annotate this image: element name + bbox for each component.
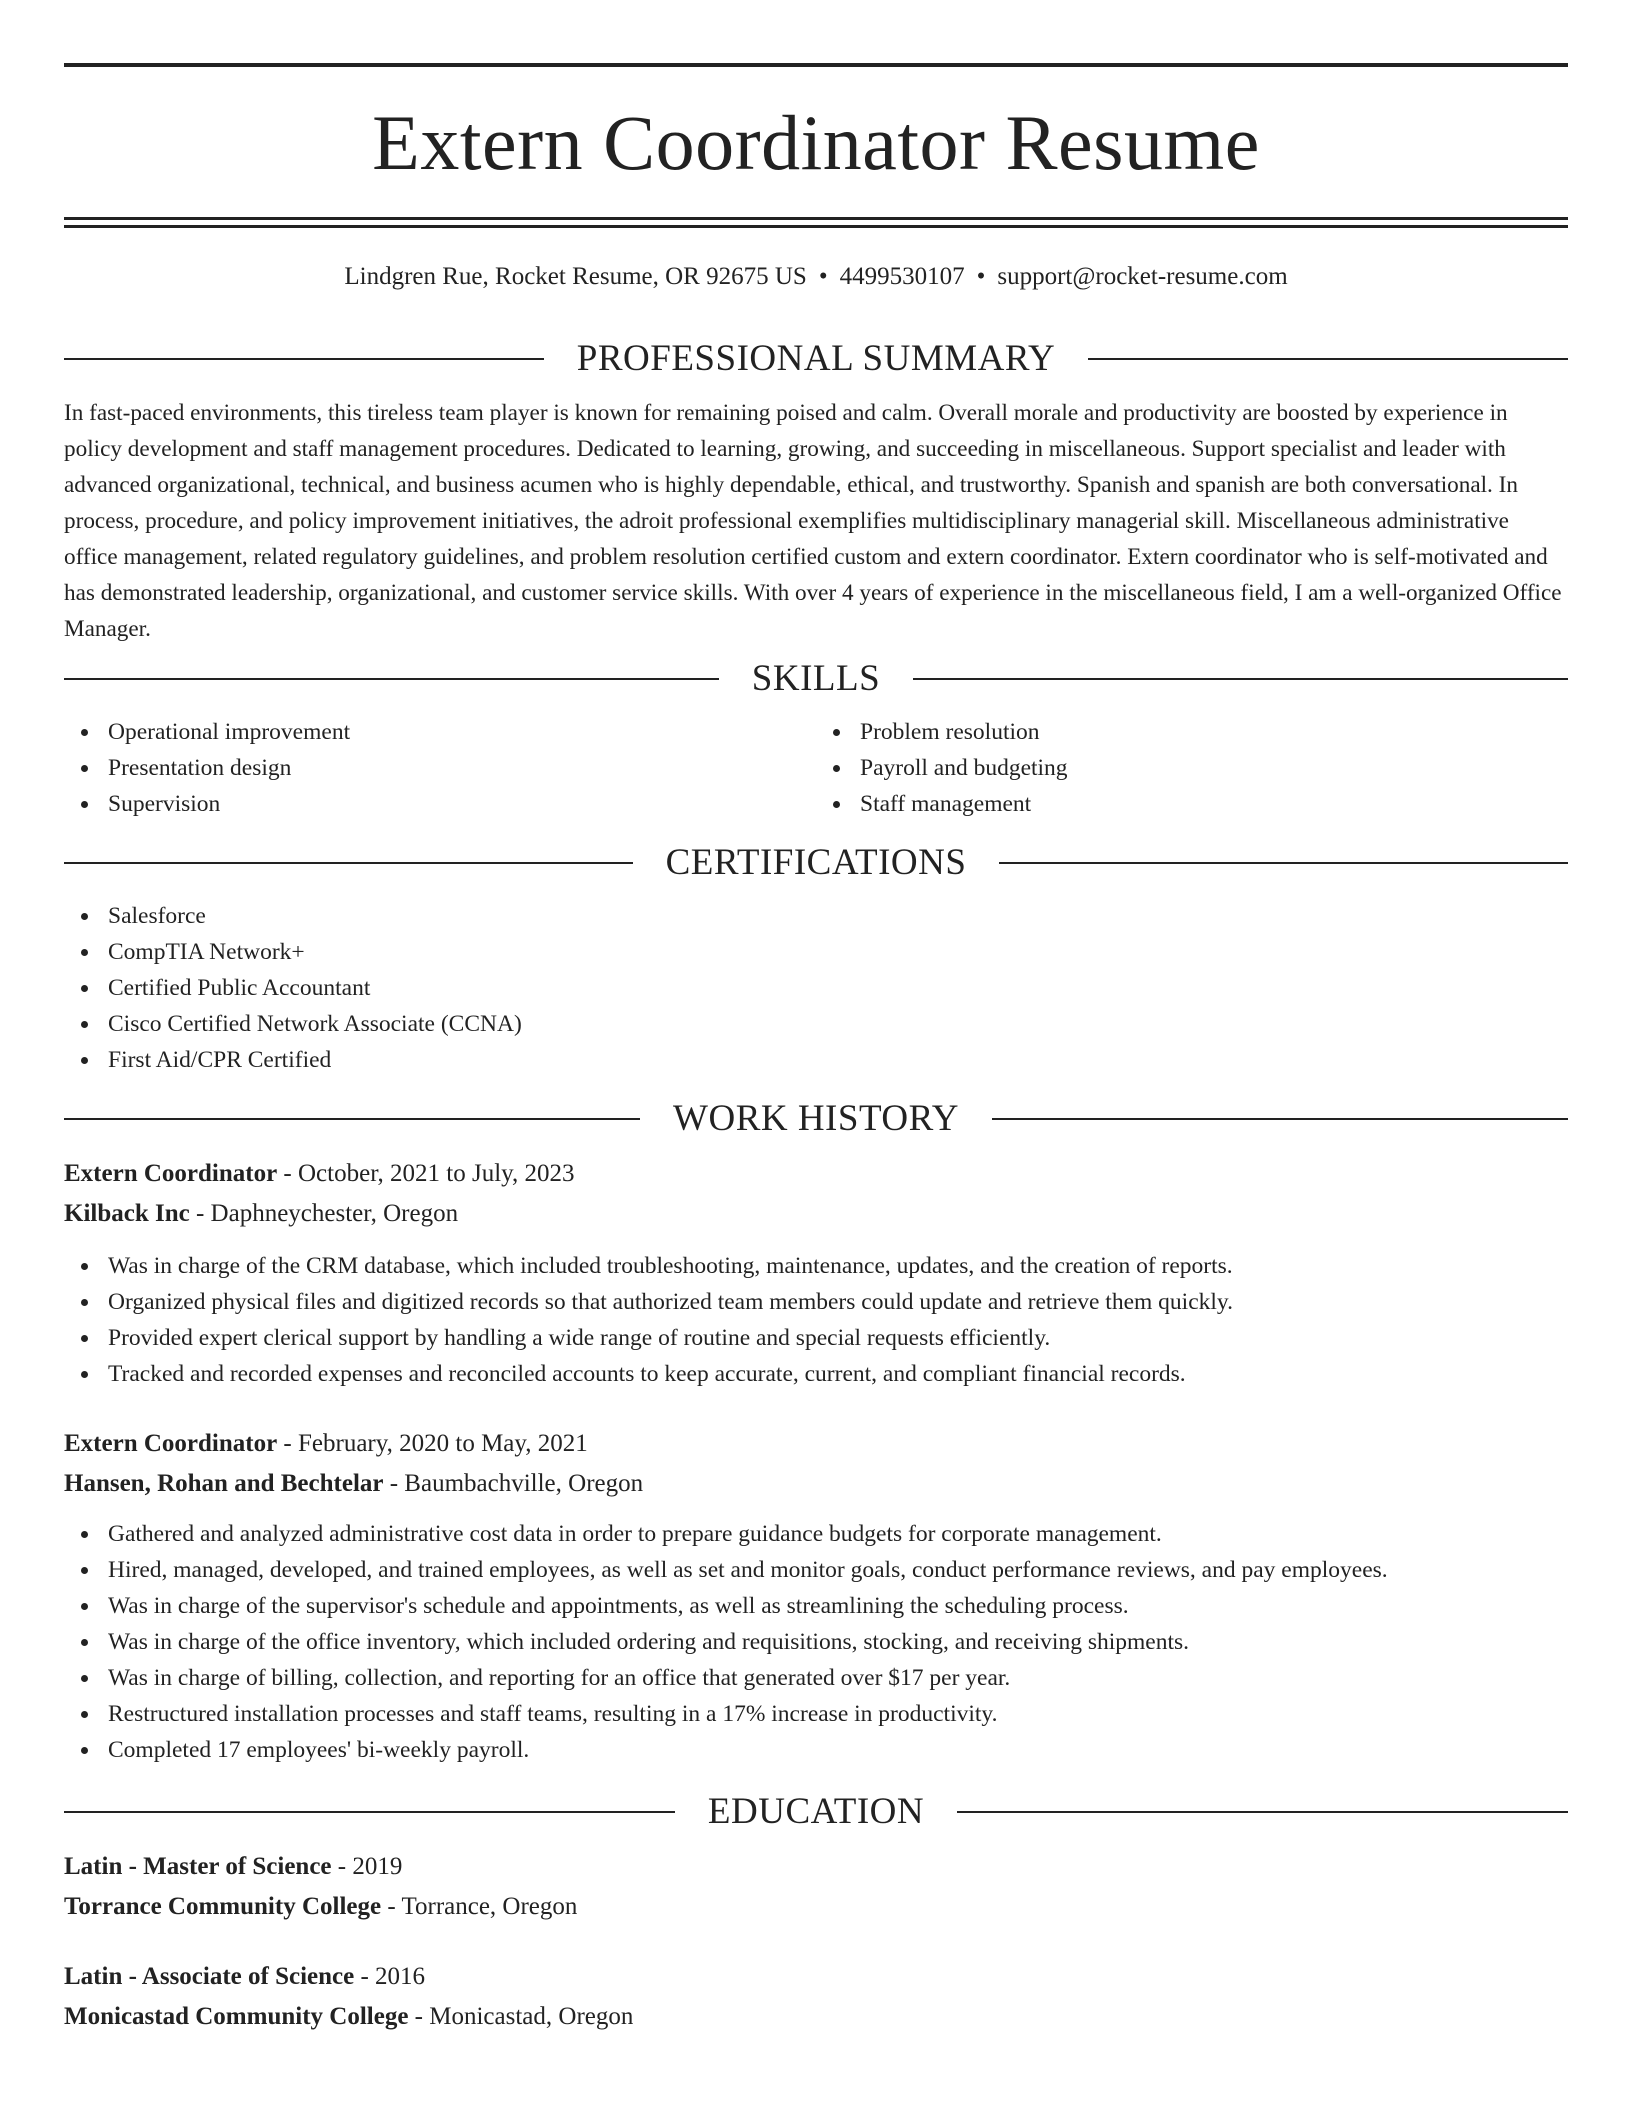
contact-separator: •: [976, 263, 986, 290]
education-year: - 2019: [331, 1853, 403, 1880]
education-entry: [64, 1957, 1568, 2037]
heading-rule: [64, 1118, 640, 1120]
education-location: - Monicastad, Oregon: [408, 2003, 634, 2030]
resume-title: Extern Coordinator Resume: [372, 99, 1260, 186]
job-duties: [64, 1516, 1568, 1768]
section-heading-skills: [64, 657, 1568, 701]
certification-item: First Aid/CPR Certified: [108, 1042, 1568, 1078]
section-heading-certifications: [64, 841, 1568, 885]
section-heading-summary: [64, 337, 1568, 381]
heading-rule: [1088, 358, 1568, 360]
education-entry: [64, 1847, 1568, 1927]
duty-item: Tracked and recorded expenses and reconciled accounts to keep accurate, current, and compliant financial records.: [108, 1356, 1568, 1392]
education-school: Monicastad Community College: [64, 2003, 409, 2030]
section-title: WORK HISTORY: [673, 1098, 959, 1139]
job-title: Extern Coordinator: [64, 1160, 278, 1187]
certification-item: Cisco Certified Network Associate (CCNA): [108, 1006, 1568, 1042]
heading-rule: [64, 358, 544, 360]
duty-item: Restructured installation processes and staff teams, resulting in a 17% increase in productivity.: [108, 1696, 1568, 1732]
resume-page: [64, 0, 1568, 2037]
education-school-line: [64, 1887, 1568, 1927]
job-title: Extern Coordinator: [64, 1430, 278, 1457]
section-title: EDUCATION: [707, 1791, 925, 1832]
certification-item: Certified Public Accountant: [108, 970, 1568, 1006]
duty-item: Provided expert clerical support by handling a wide range of routine and special requests efficiently.: [108, 1320, 1568, 1356]
section-heading-education: [64, 1790, 1568, 1834]
heading-rule: [957, 1811, 1568, 1813]
duty-item: Was in charge of the CRM database, which included troubleshooting, maintenance, updates, and the creation of reports.: [108, 1248, 1568, 1284]
section-heading-work-history: [64, 1097, 1568, 1141]
contact-phone: 4499530107: [839, 263, 965, 290]
job-entry: [64, 1424, 1568, 1768]
education-school: Torrance Community College: [64, 1893, 382, 1920]
job-company-line: [64, 1194, 1568, 1234]
job-duties: [64, 1248, 1568, 1392]
job-title-line: [64, 1424, 1568, 1464]
heading-rule: [64, 678, 719, 680]
certification-item: Salesforce: [108, 898, 1568, 934]
education-degree: Latin - Associate of Science: [64, 1963, 355, 1990]
duty-item: Was in charge of the office inventory, which included ordering and requisitions, stocking, and receiving shipments.: [108, 1624, 1568, 1660]
education-degree: Latin - Master of Science: [64, 1853, 332, 1880]
education-location: - Torrance, Oregon: [381, 1893, 578, 1920]
heading-rule: [913, 678, 1568, 680]
header-double-rule: [64, 217, 1568, 228]
skill-item: Operational improvement: [108, 714, 816, 750]
job-dates: - February, 2020 to May, 2021: [277, 1430, 588, 1457]
education-year: - 2016: [354, 1963, 426, 1990]
contact-separator: •: [818, 263, 828, 290]
job-location: - Daphneychester, Oregon: [189, 1200, 459, 1227]
education-degree-line: [64, 1957, 1568, 1997]
section-title: PROFESSIONAL SUMMARY: [576, 338, 1056, 379]
skill-item: Problem resolution: [860, 714, 1568, 750]
duty-item: Was in charge of billing, collection, and reporting for an office that generated over $17 per year.: [108, 1660, 1568, 1696]
job-company-line: [64, 1464, 1568, 1504]
certifications-list: [64, 898, 1568, 1078]
heading-rule: [64, 862, 633, 864]
job-dates: - October, 2021 to July, 2023: [277, 1160, 575, 1187]
contact-address: Lindgren Rue, Rocket Resume, OR 92675 US: [344, 263, 807, 290]
section-title: SKILLS: [751, 658, 881, 699]
duty-item: Was in charge of the supervisor's schedule and appointments, as well as streamlining the scheduling process.: [108, 1588, 1568, 1624]
education-degree-line: [64, 1847, 1568, 1887]
skills-column-right: [816, 714, 1568, 822]
skills-list: [64, 714, 1568, 822]
skills-column-left: [64, 714, 816, 822]
skill-item: Presentation design: [108, 750, 816, 786]
heading-rule: [64, 1811, 675, 1813]
job-company: Hansen, Rohan and Bechtelar: [64, 1470, 384, 1497]
summary-text: In fast-paced environments, this tireless team player is known for remaining poised and calm. Overall morale and productivity are boosted by experience in policy development and staff management procedures. Dedicated to learning, growing, and succeeding in miscellaneous. Support specialist and leader with advanced organizational, technical, and business acumen who is highly dependable, ethical, and trustworthy. Spanish and spanish are both conversational. In process, procedure, and policy improvement initiatives, the adroit professional exemplifies multidisciplinary managerial skill. Miscellaneous administrative office management, related regulatory guidelines, and problem resolution certified custom and extern coordinator. Extern coordinator who is self-motivated and has demonstrated leadership, organizational, and customer service skills. With over 4 years of experience in the miscellaneous field, I am a well-organized Office Manager.: [64, 400, 1562, 642]
job-entry: [64, 1154, 1568, 1392]
skill-item: Payroll and budgeting: [860, 750, 1568, 786]
job-company: Kilback Inc: [64, 1200, 190, 1227]
duty-item: Gathered and analyzed administrative cost data in order to prepare guidance budgets for corporate management.: [108, 1516, 1568, 1552]
contact-line: [64, 262, 1568, 292]
heading-rule: [992, 1118, 1568, 1120]
skill-item: Supervision: [108, 786, 816, 822]
header-top-rule: [64, 63, 1568, 67]
heading-rule: [999, 862, 1568, 864]
duty-item: Organized physical files and digitized records so that authorized team members could update and retrieve them quickly.: [108, 1284, 1568, 1320]
skill-item: Staff management: [860, 786, 1568, 822]
education-school-line: [64, 1997, 1568, 2037]
certification-item: CompTIA Network+: [108, 934, 1568, 970]
section-title: CERTIFICATIONS: [665, 842, 967, 883]
duty-item: Hired, managed, developed, and trained employees, as well as set and monitor goals, conduct performance reviews, and pay employees.: [108, 1552, 1568, 1588]
duty-item: Completed 17 employees' bi-weekly payroll.: [108, 1732, 1568, 1768]
job-location: - Baumbachville, Oregon: [383, 1470, 644, 1497]
contact-email: support@rocket-resume.com: [997, 263, 1288, 290]
job-title-line: [64, 1154, 1568, 1194]
